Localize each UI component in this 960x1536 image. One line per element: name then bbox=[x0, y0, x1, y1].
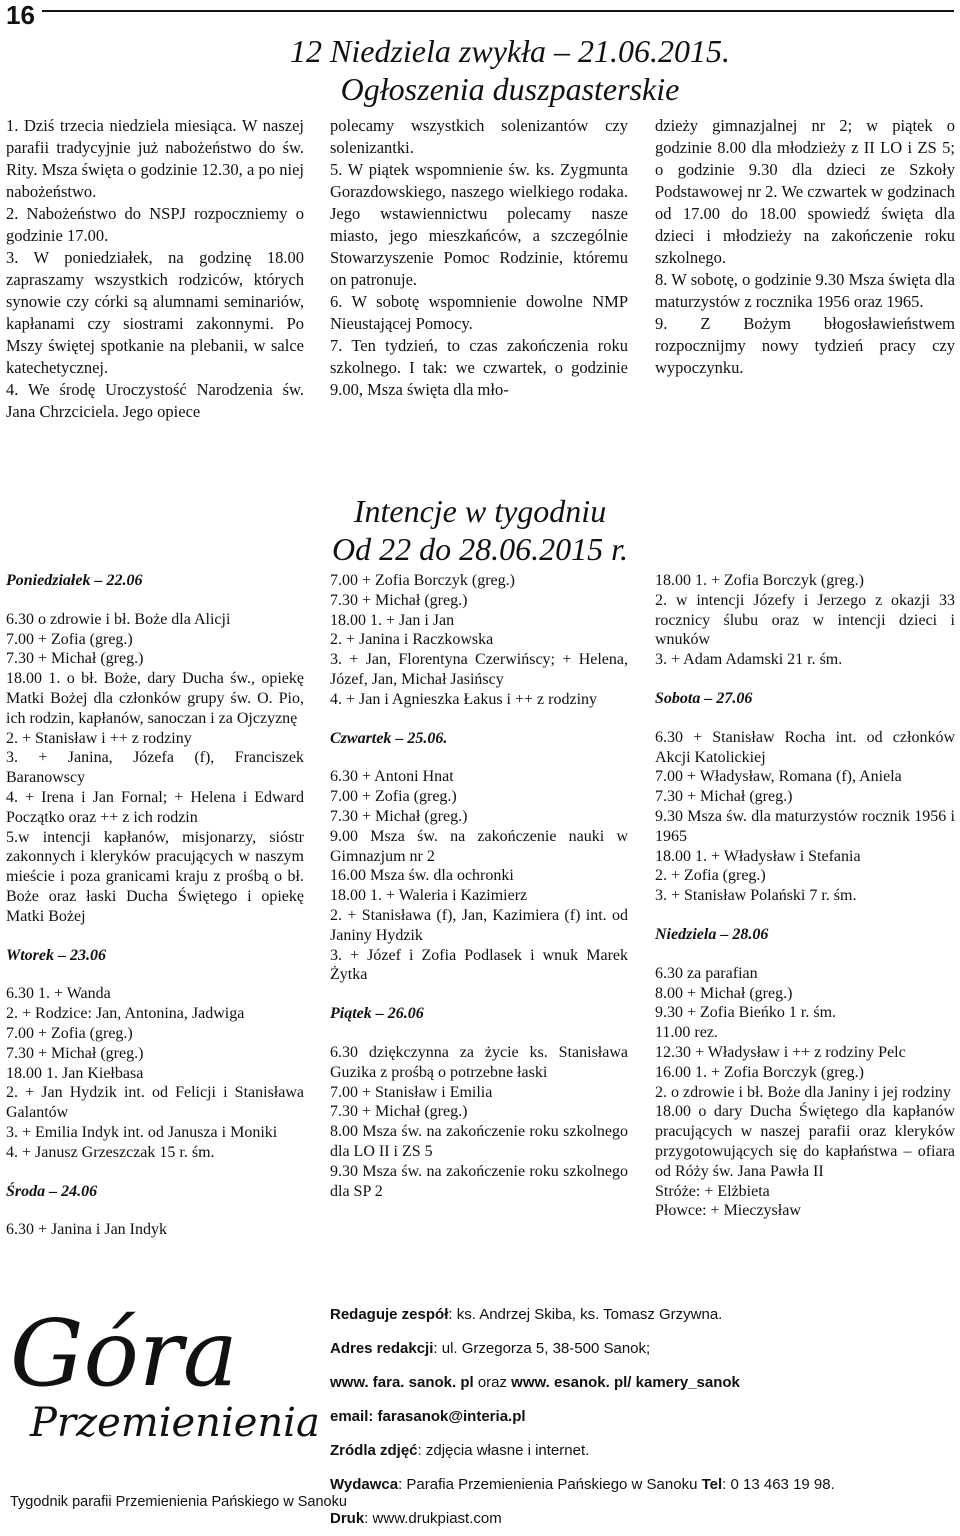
day-heading: Poniedziałek – 22.06 bbox=[6, 572, 143, 589]
intentions-column-3 bbox=[655, 571, 955, 1221]
logo-subtitle: Przemienienia bbox=[30, 1400, 320, 1446]
announcement-paragraph: 2. Nabożeństwo do NSPJ rozpoczniemy o godzinie 17.00. bbox=[6, 204, 304, 245]
day-heading: Piątek – 26.06 bbox=[330, 1005, 424, 1023]
footer-credits bbox=[330, 1298, 950, 1536]
announcements-column-3 bbox=[655, 115, 955, 379]
intention-item: 7.00 + Władysław, Romana (f), Aniela bbox=[655, 768, 902, 786]
page-title: 12 Niedziela zwykła – 21.06.2015. bbox=[290, 33, 730, 69]
website-link-fara[interactable]: www. fara. sanok. pl bbox=[330, 1374, 474, 1391]
intention-item: 3. + Józef i Zofia Podlasek i wnuk Marek Żytka bbox=[330, 946, 628, 984]
announcement-paragraph: 4. We środę Uroczystość Narodzenia św. Jana Chrzciciela. Jego opiece bbox=[6, 380, 304, 421]
intention-item: 11.00 rez. bbox=[655, 1024, 718, 1042]
intention-item: 16.00 Msza św. dla ochronki bbox=[330, 867, 514, 885]
announcements-column-1 bbox=[6, 115, 304, 423]
intention-item: 4. + Jan i Agnieszka Łakus i ++ z rodziny bbox=[330, 690, 598, 708]
logo-tagline: Tygodnik parafii Przemienienia Pańskiego w Sanoku bbox=[10, 1494, 347, 1510]
day-heading: Środa – 24.06 bbox=[6, 1182, 98, 1200]
intention-item: 6.30 + Janina i Jan Indyk bbox=[6, 1221, 167, 1239]
intention-item: 7.30 + Michał (greg.) bbox=[655, 788, 793, 806]
intention-item: 12.30 + Władysław i ++ z rodziny Pelc bbox=[655, 1043, 906, 1061]
intention-item: 8.00 + Michał (greg.) bbox=[655, 984, 793, 1002]
intention-item: 18.00 1. + Jan i Jan bbox=[330, 611, 455, 629]
intention-item: 8.00 Msza św. na zakończenie roku szkolnego dla LO II i ZS 5 bbox=[330, 1123, 628, 1160]
intentions-column-2 bbox=[330, 571, 628, 1201]
intention-item: 5.w intencji kapłanów, misjonarzy, sióstr zakonnych i kleryków pracujących w naszym mieście i poza granicami kraju z prośbą o bł. Boże oraz łaski Ducha Świętego i opiekę Matki Bożej bbox=[6, 828, 304, 925]
intention-item: 7.00 + Zofia (greg.) bbox=[6, 1024, 133, 1042]
intention-item: 9.30 + Zofia Bieńko 1 r. śm. bbox=[655, 1004, 837, 1022]
footer-address: Adres redakcji: ul. Grzegorza 5, 38-500 Sanok; bbox=[330, 1340, 651, 1357]
intention-item: 9.30 Msza św. na zakończenie roku szkolnego dla SP 2 bbox=[330, 1162, 628, 1200]
intention-item: 18.00 1. + Władysław i Stefania bbox=[655, 847, 861, 865]
intention-item: 3. + Emilia Indyk int. od Janusza i Moniki bbox=[6, 1123, 278, 1141]
intention-item: 3. + Stanisław Polański 7 r. śm. bbox=[655, 887, 857, 905]
intention-item: 18.00 1. Jan Kiełbasa bbox=[6, 1064, 144, 1082]
intention-item: 6.30 1. + Wanda bbox=[6, 985, 111, 1003]
intention-item: 7.00 + Zofia Borczyk (greg.) bbox=[330, 572, 515, 589]
intention-item: 16.00 1. + Zofia Borczyk (greg.) bbox=[655, 1063, 864, 1081]
intention-item: 18.00 1. o bł. Boże, dary Ducha św., opiekę Matki Bożej dla członków grupy św. O. Pio, ich rodzin, kapłanów, sanoczan i za Ojczyznę bbox=[6, 670, 304, 727]
intention-item: 18.00 1. + Zofia Borczyk (greg.) bbox=[655, 572, 864, 589]
logo-title: Góra bbox=[10, 1300, 238, 1407]
intentions-title: Intencje w tygodniu bbox=[353, 493, 607, 529]
intention-item: 9.00 Msza św. na zakończenie nauki w Gimnazjum nr 2 bbox=[330, 827, 628, 865]
header-rule bbox=[42, 10, 954, 12]
intention-item: 7.00 + Zofia (greg.) bbox=[6, 630, 133, 648]
intention-item: 9.30 Msza św. dla maturzystów rocznik 1956 i 1965 bbox=[655, 807, 955, 845]
announcement-paragraph: 3. W poniedziałek, na godzinę 18.00 zapraszamy wszystkich rodziców, których synowie czy córki są alumnami seminariów, kapłanami czy siostrami zakonnymi. Po Mszy świętej spotkanie na plebanii, w salce katechetycznej. bbox=[6, 248, 304, 377]
announcements-column-2 bbox=[330, 115, 628, 401]
page-subtitle: Ogłoszenia duszpasterskie bbox=[340, 71, 680, 107]
announcement-paragraph: 6. W sobotę wspomnienie dowolne NMP Nieustającej Pomocy. bbox=[330, 292, 628, 333]
footer-photo-sources: Zródla zdjęć: zdjęcia własne i internet. bbox=[330, 1442, 590, 1459]
announcement-paragraph: 7. Ten tydzień, to czas zakończenia roku szkolnego. I tak: we czwartek, o godzinie 9.00, Msza święta dla mło- bbox=[330, 336, 628, 399]
intention-item: 7.30 + Michał (greg.) bbox=[330, 591, 468, 609]
intention-item: Stróże: + Elżbieta bbox=[655, 1182, 770, 1200]
website-link-esanok[interactable]: www. esanok. pl/ kamery_sanok bbox=[511, 1374, 740, 1391]
intention-item: 6.30 o zdrowie i bł. Boże dla Alicji bbox=[6, 610, 231, 628]
intention-item: 2. + Zofia (greg.) bbox=[655, 867, 766, 885]
footer-publisher: Wydawca: Parafia Przemienienia Pańskiego w Sanoku Tel: 0 13 463 19 98. bbox=[330, 1476, 835, 1493]
intention-item: 2. o zdrowie i bł. Boże dla Janiny i jej rodziny bbox=[655, 1083, 951, 1101]
intention-item: 18.00 1. + Waleria i Kazimierz bbox=[330, 887, 528, 905]
intention-item: 3. + Jan, Florentyna Czerwińscy; + Helena, Józef, Jan, Michał Jasińscy bbox=[330, 651, 628, 688]
day-heading: Niedziela – 28.06 bbox=[655, 925, 769, 943]
intention-item: 4. + Irena i Jan Fornal; + Helena i Edward Początko oraz ++ z ich rodzin bbox=[6, 788, 304, 826]
intention-item: 2. w intencji Józefy i Jerzego z okazji 33 rocznicy ślubu oraz w intencji dzieci i wnuków bbox=[655, 591, 955, 649]
intention-item: 6.30 dziękczynna za życie ks. Stanisława Guzika z prośbą o potrzebne łaski bbox=[330, 1043, 628, 1081]
intention-item: 6.30 + Stanisław Rocha int. od członków Akcji Katolickiej bbox=[655, 728, 955, 766]
day-heading: Czwartek – 25.06. bbox=[330, 729, 448, 747]
intention-item: 7.00 + Zofia (greg.) bbox=[330, 788, 457, 806]
intention-item: 4. + Janusz Grzeszczak 15 r. śm. bbox=[6, 1143, 215, 1161]
announcement-paragraph: 8. W sobotę, o godzinie 9.30 Msza święta dla maturzystów z rocznika 1956 oraz 1965. bbox=[655, 270, 955, 311]
intentions-column-1 bbox=[6, 571, 304, 1240]
day-heading: Wtorek – 23.06 bbox=[6, 946, 106, 964]
intention-item: 2. + Stanisław i ++ z rodziny bbox=[6, 729, 192, 747]
intention-item: 7.00 + Stanisław i Emilia bbox=[330, 1083, 493, 1101]
intention-item: 7.30 + Michał (greg.) bbox=[6, 650, 144, 668]
announcement-paragraph: 5. W piątek wspomnienie św. ks. Zygmunta Gorazdowskiego, naszego wielkiego rodaka. Jego wstawiennictwu polecamy nasze miasto, jego mieszkańców, a szczególnie Stowarzyszenie Pomoc Rodzinie, któremu on patronuje. bbox=[330, 160, 628, 289]
announcement-paragraph: polecamy wszystkich solenizantów czy solenizantki. bbox=[330, 116, 628, 157]
page-number: 16 bbox=[6, 0, 35, 30]
announcement-paragraph: dzieży gimnazjalnej nr 2; w piątek o godzinie 8.00 dla młodzieży z II LO i ZS 5; o godzinie 9.30 dla dzieci ze Szkoły Podstawowej nr 2. We czwartek w godzinach od 17.00 do 18.00 spowiedź święta dla dzieci i młodzieży na zakończenie roku szkolnego. bbox=[655, 116, 955, 267]
announcement-paragraph: 1. Dziś trzecia niedziela miesiąca. W naszej parafii tradycyjnie już nabożeństwo do św. Rity. Msza święta o godzinie 12.30, a po niej nabożeństwo. bbox=[6, 116, 304, 201]
intention-item: 6.30 + Antoni Hnat bbox=[330, 768, 454, 786]
announcement-paragraph: 9. Z Bożym błogosławieństwem rozpocznijmy nowy tydzień pracy czy wypoczynku. bbox=[655, 314, 955, 377]
intention-item: 7.30 + Michał (greg.) bbox=[330, 807, 468, 825]
intention-item: 6.30 za parafian bbox=[655, 964, 758, 982]
intention-item: 2. + Rodzice: Jan, Antonina, Jadwiga bbox=[6, 1005, 245, 1023]
intention-item: 7.30 + Michał (greg.) bbox=[6, 1044, 144, 1062]
intention-item: 3. + Adam Adamski 21 r. śm. bbox=[655, 651, 843, 669]
intentions-subtitle: Od 22 do 28.06.2015 r. bbox=[331, 531, 628, 567]
email-link[interactable]: email: farasanok@interia.pl bbox=[330, 1408, 526, 1425]
intention-item: Płowce: + Mieczysław bbox=[655, 1202, 801, 1220]
intention-item: 18.00 o dary Ducha Świętego dla kapłanów pracujących w naszej parafii oraz kleryków przygotowujących się do kapłaństwa – ofiara od Róży św. Jana Pawła II bbox=[655, 1103, 955, 1180]
intention-item: 7.30 + Michał (greg.) bbox=[330, 1103, 468, 1121]
intention-item: 2. + Janina i Raczkowska bbox=[330, 631, 494, 649]
day-heading: Sobota – 27.06 bbox=[655, 689, 753, 707]
intention-item: 3. + Janina, Józefa (f), Franciszek Baranowscy bbox=[6, 749, 304, 787]
footer-editors: Redaguje zespół: ks. Andrzej Skiba, ks. Tomasz Grzywna. bbox=[330, 1306, 723, 1323]
footer-websites: www. fara. sanok. pl oraz www. esanok. pl/ kamery_sanok bbox=[330, 1374, 740, 1391]
footer-email bbox=[330, 1400, 950, 1434]
intention-item: 2. + Stanisława (f), Jan, Kazimiera (f) int. od Janiny Hydzik bbox=[330, 906, 628, 944]
footer-print: Druk: www.drukpiast.com bbox=[330, 1510, 502, 1527]
intention-item: 2. + Jan Hydzik int. od Felicji i Stanisława Galantów bbox=[6, 1084, 304, 1122]
